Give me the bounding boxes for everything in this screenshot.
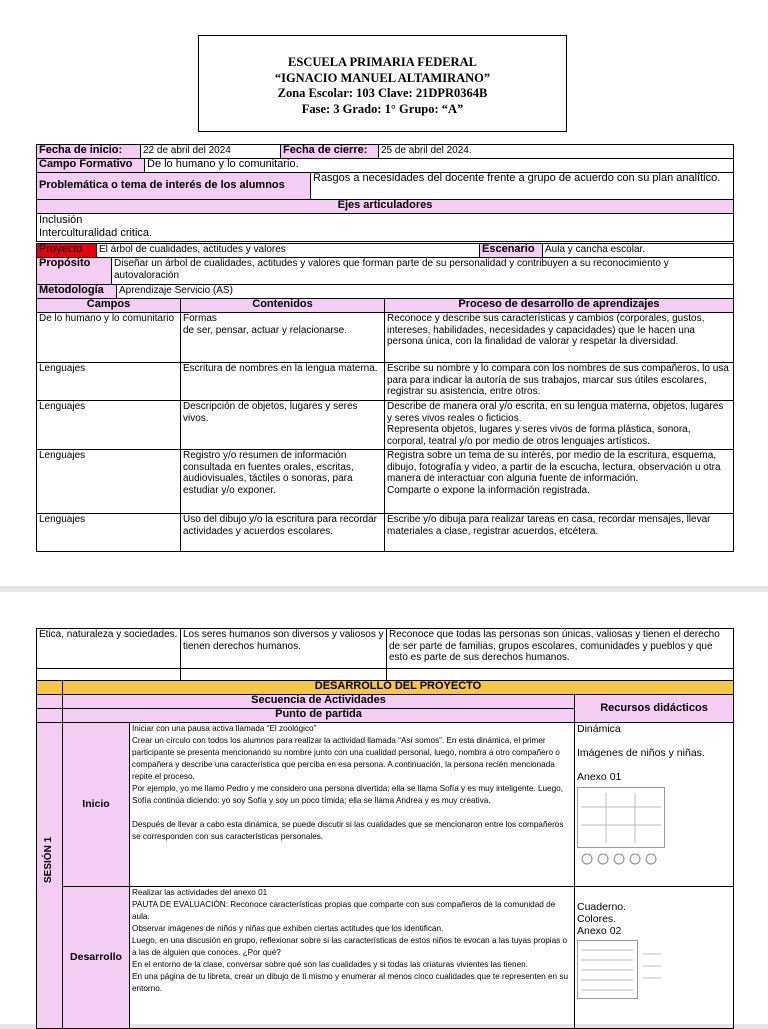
cell-contenido: Los seres humanos son diversos y valiosos y tienen derechos humanos.	[181, 629, 387, 669]
header-proceso: Proceso de desarrollo de aprendizajes	[385, 299, 734, 313]
recursos-label: Recursos didácticos	[575, 695, 734, 723]
proposito-value: Diseñar un árbol de cualidades, actitudes y valores que forman parte de su personalidad y contribuyen a su reconocimiento y autovaloración	[112, 258, 734, 285]
desarrollo-resources	[575, 887, 734, 1029]
session-cell	[37, 723, 63, 1029]
session-label: SESIÓN 1	[43, 836, 54, 883]
escenario-value: Aula y cancha escolar.	[543, 244, 734, 258]
school-phase: Fase: 3 Grado: 1° Grupo: “A”	[301, 101, 464, 116]
proyecto-label: Proyecto	[37, 244, 97, 258]
contents-table	[36, 298, 734, 552]
metodologia-value: Aprendizaje Servicio (AS)	[117, 285, 734, 299]
cell-campo: Lenguajes	[37, 450, 181, 514]
ejes-table	[36, 199, 734, 242]
resource-cuaderno: Cuaderno.	[577, 901, 627, 913]
cell-contenido: Formas de ser, pensar, actuar y relacionarse.	[181, 313, 385, 363]
desarrollo-text: Realizar las actividades del anexo 01 PAUTA DE EVALUACIÓN: Reconoce características propias que comparte con sus compañeros de la comunidad de aula. Observar imágenes de niños y niñas que exhiben ciertas actitudes que los identifican. Luego, en una discusión en grupo, reflexionar sobre si las características de estos niños te evocan a las tuyas propias o a las de alguien que conoces. ¿Por qué? En el entorno de la clase, conversar sobre qué son las cualidades y si todas las criaturas vivientes las tienen. En una página de tu libreta, crear un dibujo de ti mismo y enumerar al menos cinco cualidades que te representen en su entorno.	[130, 887, 575, 1029]
cell-contenido: Registro y/o resumen de información consultada en fuentes orales, escritas, audiovisuales, táctiles o sonoras, para estudiar y/o exponer.	[181, 450, 385, 514]
cell-contenido: Descripción de objetos, lugares y seres vivos.	[181, 401, 385, 450]
resource-imagenes: Imágenes de niños y niñas.	[577, 747, 705, 759]
anexo-02-thumbnail	[577, 940, 665, 1000]
end-date-label: Fecha de cierre:	[281, 145, 379, 159]
desarrollo-table	[36, 680, 734, 1029]
problem-table	[36, 172, 734, 200]
cell-campo: De lo humano y lo comunitario	[37, 313, 181, 363]
resource-anexo-02: Anexo 02	[577, 925, 622, 937]
cell-proceso: Describe de manera oral y/o escrita, en su lengua materna, objetos, lugares y seres vivos reales o ficticios. Representa objetos, lugares y seres vivos de forma plástica, sonora, corporal, teatral y/o por medio de otros lenguajes artísticos.	[385, 401, 734, 450]
cell-proceso: Escribe y/o dibuja para realizar tareas en casa, recordar mensajes, llevar materiales a clase, registrar acuerdos, etcétera.	[385, 514, 734, 552]
inicio-text: Iniciar con una pausa activa llamada “El zoológico” Crear un círculo con todos los alumnos para realizar la actividad llamada “Así somos”. En esta dinámica, el primer participante se presenta mencionando su nombre junto con una cualidad personal, luego, nombra a otro compañero o compañera y describe una característica que perciba en esa persona. A continuación, la persona recién mencionada repite el proceso. Por ejemplo, yo me llamo Pedro y me considero una persona divertida; ella se llama Sofía y es muy inteligente. Luego, Sofía continúa diciendo: yo soy Sofía y soy un poco tímida; ella se llama Andrea y es muy creativa. Después de llevar a cabo esta dinámica, se puede discutir si las cualidades que se mencionaron entre los compañeros se corresponden con sus características personales.	[130, 723, 575, 887]
cell-contenido: Uso del dibujo y/o la escritura para recordar actividades y acuerdos escolares.	[181, 514, 385, 552]
cell-contenido: Escritura de nombres en la lengua materna.	[181, 363, 385, 401]
cell-campo: Lenguajes	[37, 401, 181, 450]
proyecto-table	[36, 243, 734, 258]
cell-proceso: Reconoce que todas las personas son únicas, valiosas y tienen el derecho de ser parte de familias, grupos escolares, comunidades y pueblos y que esto es parte de sus derechos humanos.	[387, 629, 734, 669]
table-row	[37, 363, 734, 401]
proyecto-value: El árbol de cualidades, actitudes y valores	[97, 244, 480, 258]
page-2	[0, 592, 768, 1024]
secuencia-label: Secuencia de Actividades	[63, 695, 575, 709]
start-date-value: 22 de abril del 2024	[141, 145, 281, 159]
school-zone: Zona Escolar: 103 Clave: 21DPR0364B	[277, 86, 488, 100]
cell-campo: Lenguajes	[37, 363, 181, 401]
problem-label: Problemática o tema de interés de los alumnos	[37, 173, 311, 200]
table-row	[37, 629, 734, 669]
anexo-01-thumbnail	[577, 787, 665, 871]
school-header-box	[198, 35, 567, 132]
resource-dinamica: Dinámica	[577, 723, 621, 735]
proposito-table	[36, 257, 734, 285]
header-campos: Campos	[37, 299, 181, 313]
ejes-label: Ejes articuladores	[37, 200, 734, 214]
table-row	[37, 514, 734, 552]
cell-proceso: Reconoce y describe sus características y cambios (corporales, gustos, intereses, habilidades, necesidades y capacidades) que le hacen una persona única, con la finalidad de valorar y respetar la diversidad.	[385, 313, 734, 363]
cell-campo: Ética, naturaleza y sociedades.	[37, 629, 181, 669]
desarrollo-label: Desarrollo	[63, 887, 130, 1029]
campo-value: De lo humano y lo comunitario.	[145, 159, 734, 173]
metodologia-label: Metodología	[37, 285, 117, 299]
cell-proceso: Registra sobre un tema de su interés, por medio de la escritura, esquema, dibujo, fotografía y video, a partir de la escucha, lectura, observación u otra manera de interactuar con alguna fuente de información. Comparte o expone la información registrada.	[385, 450, 734, 514]
escenario-label: Escenario	[480, 244, 543, 258]
inicio-label: Inicio	[63, 723, 130, 887]
header-contenidos: Contenidos	[181, 299, 385, 313]
eje-inclusion: Inclusión	[39, 214, 83, 226]
table-row	[37, 450, 734, 514]
inicio-resources	[575, 723, 734, 887]
desarrollo-title: DESARROLLO DEL PROYECTO	[63, 681, 734, 695]
start-date-label: Fecha de inicio:	[37, 145, 141, 159]
problem-value: Rasgos a necesidades del docente frente a grupo de acuerdo con su plan analítico.	[311, 173, 734, 200]
proposito-label: Propósito	[37, 258, 112, 285]
resource-anexo-01: Anexo 01	[577, 771, 622, 783]
table-row	[37, 313, 734, 363]
resource-colores: Colores.	[577, 913, 617, 925]
school-name: “IGNACIO MANUEL ALTAMIRANO”	[274, 70, 491, 85]
punto-partida-label: Punto de partida	[63, 709, 575, 723]
info-table	[36, 144, 734, 159]
cell-proceso: Escribe su nombre y lo compara con los nombres de sus compañeros, lo usa para para indicar la autoría de sus trabajos, marcar sus útiles escolares, registrar su asistencia, entre otros.	[385, 363, 734, 401]
school-type: ESCUELA PRIMARIA FEDERAL	[288, 55, 477, 69]
metodologia-table	[36, 284, 734, 299]
end-date-value: 25 de abril del 2024.	[379, 145, 734, 159]
table-row	[37, 401, 734, 450]
eje-interculturalidad: Interculturalidad critica.	[39, 227, 153, 239]
contents-table-continued	[36, 628, 734, 681]
campo-table	[36, 158, 734, 173]
campo-label: Campo Formativo	[37, 159, 145, 173]
cell-campo: Lenguajes	[37, 514, 181, 552]
